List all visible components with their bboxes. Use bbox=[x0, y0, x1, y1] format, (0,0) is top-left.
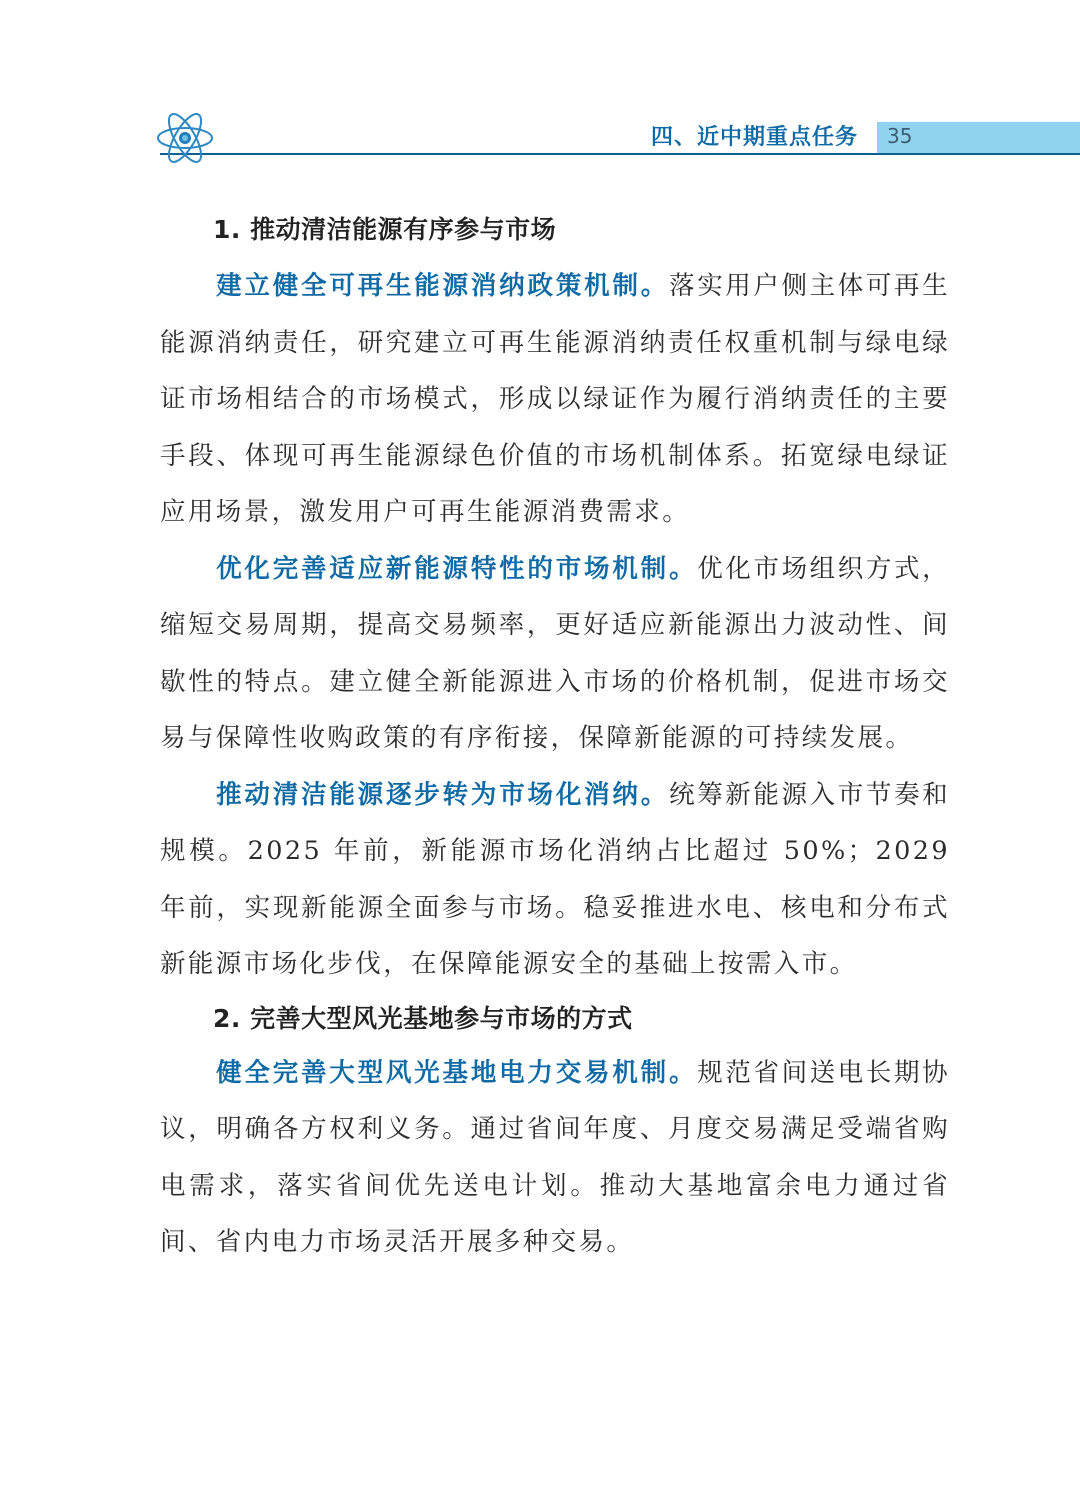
page-number: 35 bbox=[887, 124, 913, 148]
paragraph bbox=[160, 767, 950, 993]
sub-heading: 2. 完善大型风光基地参与市场的方式 bbox=[213, 1003, 633, 1033]
sub-heading: 1. 推动清洁能源有序参与市场 bbox=[213, 215, 557, 244]
paragraph-body: 统筹新能源入市节奏和规模。2025 年前，新能源市场化消纳占比超过 50%；2029 年前，实现新能源全面参与市场。稳妥推进水电、核电和分布式新能源市场化步伐，在保障能源安全的基础上按需入市。 bbox=[160, 779, 950, 979]
paragraph-body: 规范省间送电长期协议，明确各方权利义务。通过省间年度、月度交易满足受端省购电需求，落实省间优先送电计划。推动大基地富余电力通过省间、省内电力市场灵活开展多种交易。 bbox=[160, 1057, 950, 1257]
page-number-box bbox=[877, 122, 1080, 153]
paragraph-lead: 优化完善适应新能源特性的市场机制。 bbox=[216, 553, 698, 584]
paragraph bbox=[160, 258, 950, 541]
body-content bbox=[160, 204, 950, 1271]
header-rule bbox=[160, 153, 1080, 155]
paragraph bbox=[160, 1045, 950, 1271]
section-title: 四、近中期重点任务 bbox=[650, 125, 858, 150]
paragraph-lead: 建立健全可再生能源消纳政策机制。 bbox=[216, 271, 670, 301]
atom-icon bbox=[154, 104, 216, 170]
paragraph-lead: 健全完善大型风光基地电力交易机制。 bbox=[216, 1057, 698, 1088]
paragraph-lead: 推动清洁能源逐步转为市场化消纳。 bbox=[216, 779, 670, 810]
paragraph-body: 优化市场组织方式，缩短交易周期，提高交易频率，更好适应新能源出力波动性、间歇性的特点。建立健全新能源进入市场的价格机制，促进市场交易与保障性收购政策的有序衔接，保障新能源的可持续发展。 bbox=[160, 553, 950, 753]
paragraph bbox=[160, 541, 950, 767]
paragraph-body: 落实用户侧主体可再生能源消纳责任，研究建立可再生能源消纳责任权重机制与绿电绿证市场相结合的市场模式，形成以绿证作为履行消纳责任的主要手段、体现可再生能源绿色价值的市场机制体系。拓宽绿电绿证应用场景，激发用户可再生能源消费需求。 bbox=[160, 271, 950, 527]
page-header bbox=[0, 100, 1080, 170]
